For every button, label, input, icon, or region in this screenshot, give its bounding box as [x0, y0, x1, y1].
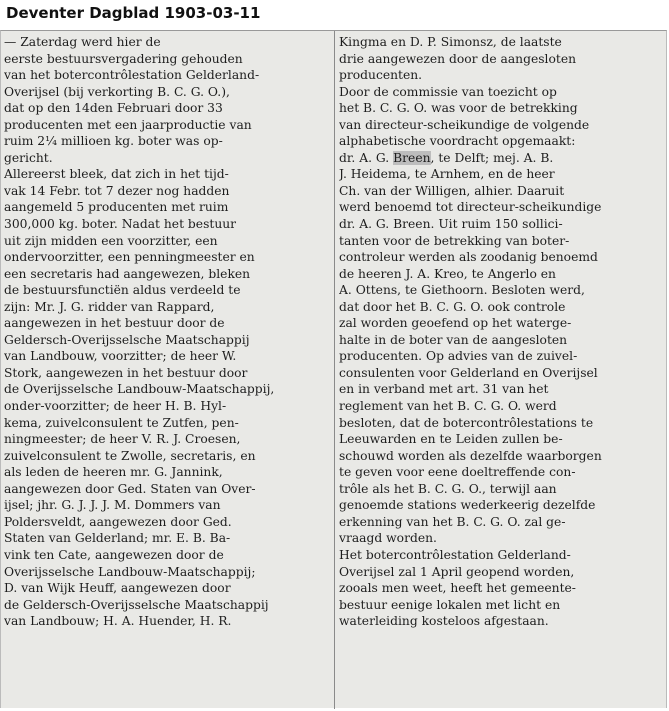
article-line: van directeur-scheikundige de volgende: [339, 117, 590, 132]
article-line: en in verband met art. 31 van het: [339, 382, 549, 397]
article-line: waterleiding kosteloos afgestaan.: [339, 614, 549, 629]
article-line: Allereerst bleek, dat zich in het tijd-: [4, 167, 229, 182]
article-line: de Geldersch-Overijsselsche Maatschappij: [4, 597, 269, 612]
article-line: producenten met een jaarproductie van: [4, 117, 252, 132]
article-line: tanten voor de betrekking van boter-: [339, 233, 570, 248]
article-line: besloten, dat de botercontrôlestations te: [339, 415, 594, 430]
article-line: dat op den 14den Februari door 33: [4, 101, 223, 116]
column-divider: [334, 31, 335, 709]
article-line: — Zaterdag werd hier de: [4, 35, 161, 49]
article-line: drie aangewezen door de aangesloten: [339, 51, 577, 66]
article-line: te geven voor eene doeltreffende con-: [339, 465, 576, 480]
article-line: Ch. van der Willigen, alhier. Daaruit: [339, 183, 565, 198]
article-line: Leeuwarden en te Leiden zullen be-: [339, 432, 563, 447]
article-line: ruim 2¼ millioen kg. boter was op-: [4, 134, 223, 149]
article-line: trôle als het B. C. G. O., terwijl aan: [339, 481, 557, 496]
article-line: Geldersch-Overijsselsche Maatschappij: [4, 332, 250, 347]
article-line: aangewezen door Ged. Staten van Over-: [4, 481, 256, 496]
article-line: D. van Wijk Heuff, aangewezen door: [4, 581, 231, 596]
article-line: schouwd worden als dezelfde waarborgen: [339, 448, 602, 463]
article-right-top: [339, 34, 662, 150]
article-line: reglement van het B. C. G. O. werd: [339, 399, 557, 414]
article-line: van het botercontrôlestation Gelderland-: [4, 68, 260, 83]
article-line: controleur werden als zoodanig benoemd: [339, 250, 598, 265]
article-line: Overijsel zal 1 April geopend worden,: [339, 564, 575, 579]
article-line: Overijsel (bij verkorting B. C. G. O.),: [4, 84, 230, 99]
article-line: de bestuursfunctiën aldus verdeeld te: [4, 283, 241, 298]
article-line: alphabetische voordracht opgemaakt:: [339, 134, 576, 149]
article-line: Staten van Gelderland; mr. E. B. Ba-: [4, 531, 231, 546]
article-line: kema, zuivelconsulent te Zutfen, pen-: [4, 415, 239, 430]
article-line: halte in de boter van de aangesloten: [339, 332, 568, 347]
article-line: van Landbouw, voorzitter; de heer W.: [4, 349, 237, 364]
article-column-right: [339, 34, 662, 630]
search-highlight: Breen: [393, 150, 431, 165]
article-line: J. Heidema, te Arnhem, en de heer: [339, 167, 555, 182]
article-line: onder-voorzitter; de heer H. B. Hyl-: [4, 399, 227, 414]
article-line: vak 14 Febr. tot 7 dezer nog hadden: [4, 183, 230, 198]
article-line: zuivelconsulent te Zwolle, secretaris, en: [4, 448, 256, 463]
article-line: vraagd worden.: [339, 531, 437, 546]
article-line: bestuur eenige lokalen met licht en: [339, 597, 561, 612]
article-line: zijn: Mr. J. G. ridder van Rappard,: [4, 299, 215, 314]
article-line: ondervoorzitter, een penningmeester en: [4, 250, 255, 265]
article-line: zooals men weet, heeft het gemeente-: [339, 581, 576, 596]
article-line: ningmeester; de heer V. R. J. Croesen,: [4, 432, 241, 447]
article-line: Het botercontrôlestation Gelderland-: [339, 547, 571, 562]
article-line: ijsel; jhr. G. J. J. J. M. Dommers van: [4, 498, 221, 513]
article-line: als leden de heeren mr. G. Jannink,: [4, 465, 223, 480]
article-line: het B. C. G. O. was voor de betrekking: [339, 101, 578, 116]
article-line: genoemde stations wederkeerig dezelfde: [339, 498, 596, 513]
article-line: vink ten Cate, aangewezen door de: [4, 547, 224, 562]
article-line: aangemeld 5 producenten met ruim: [4, 200, 229, 215]
article-line: dat door het B. C. G. O. ook controle: [339, 299, 566, 314]
article-line: Overijsselsche Landbouw-Maatschappij;: [4, 564, 256, 579]
newspaper-title: Deventer Dagblad 1903-03-11: [6, 4, 261, 22]
article-line: zal worden geoefend op het waterge-: [339, 316, 572, 331]
article-line: Stork, aangewezen in het bestuur door: [4, 365, 248, 380]
article-line: 300,000 kg. boter. Nadat het bestuur: [4, 217, 237, 232]
line-text: dr. A. G.: [339, 150, 394, 165]
article-line-highlighted: [339, 150, 662, 167]
article-line: werd benoemd tot directeur-scheikundige: [339, 200, 602, 215]
article-line: producenten. Op advies van de zuivel-: [339, 349, 578, 364]
article-line: gericht.: [4, 150, 53, 165]
newspaper-clipping: [0, 30, 667, 708]
article-column-left: [4, 34, 328, 630]
article-line: eerste bestuursvergadering gehouden: [4, 51, 243, 66]
line-text: , te Delft; mej. A. B.: [430, 150, 554, 165]
article-line: A. Ottens, te Giethoorn. Besloten werd,: [339, 283, 585, 298]
article-line: Door de commissie van toezicht op: [339, 84, 557, 99]
article-line: de heeren J. A. Kreo, te Angerlo en: [339, 266, 556, 281]
article-line: dr. A. G. Breen. Uit ruim 150 sollici-: [339, 217, 563, 232]
article-line: een secretaris had aangewezen, bleken: [4, 266, 251, 281]
article-line: consulenten voor Gelderland en Overijsel: [339, 365, 598, 380]
article-right-bottom: [339, 166, 662, 629]
article-line: uit zijn midden een voorzitter, een: [4, 233, 218, 248]
article-line: Poldersveldt, aangewezen door Ged.: [4, 514, 232, 529]
article-line: erkenning van het B. C. G. O. zal ge-: [339, 514, 566, 529]
article-line: producenten.: [339, 68, 423, 83]
article-line: de Overijsselsche Landbouw-Maatschappij,: [4, 382, 275, 397]
article-line: van Landbouw; H. A. Huender, H. R.: [4, 614, 232, 629]
article-line: aangewezen in het bestuur door de: [4, 316, 225, 331]
article-line: Kingma en D. P. Simonsz, de laatste: [339, 35, 562, 49]
